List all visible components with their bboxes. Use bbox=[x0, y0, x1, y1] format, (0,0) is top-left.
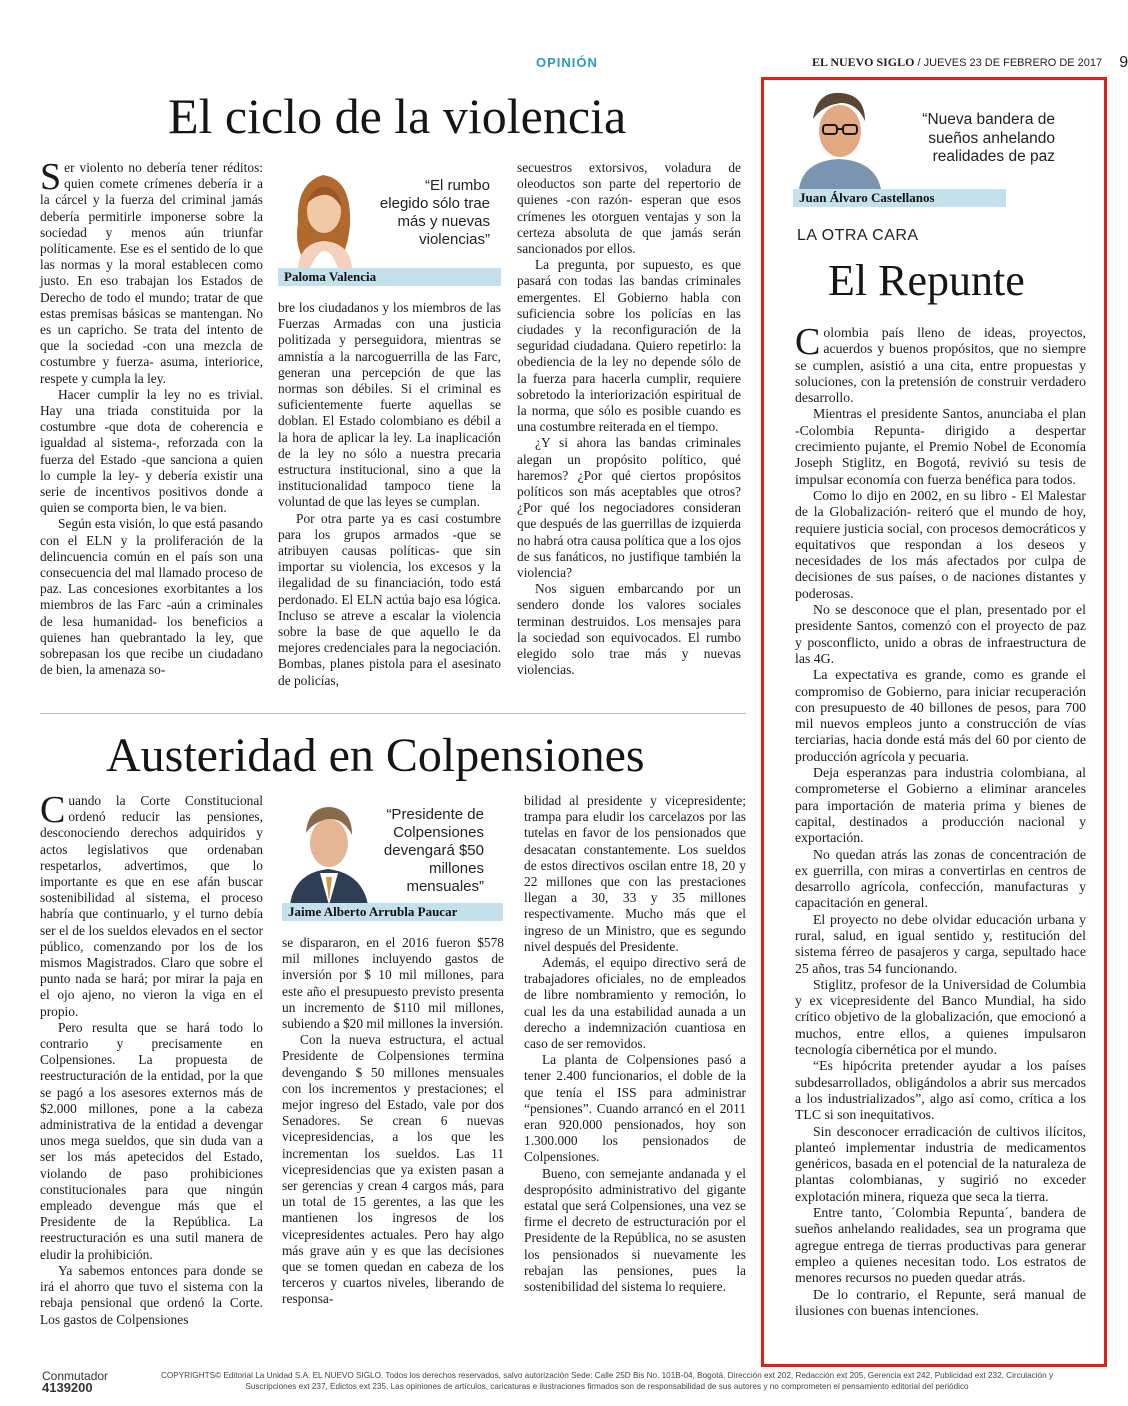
article-3-paragraph: Sin desconocer erradicación de cultivos ilícitos, planteó implementar industria de medicamentos genéricos, basada en el potencial de la naturaleza de plantas colombianas, y sugirió no exceder explotación minera, riqueza que seca la tierra. bbox=[795, 1123, 1086, 1204]
article-1-paragraph: secuestros extorsivos, voladura de oleoductos son parte del repertorio de quienes -con razón- esperan que esos crímenes les otorguen ventajas y son la certeza absoluta de que jamás serán sancionados por ellos. bbox=[517, 160, 741, 257]
article-2-column-2 bbox=[282, 935, 504, 1308]
article-1-column-2 bbox=[278, 300, 501, 689]
author-photo-jaime-arrubla bbox=[282, 797, 372, 905]
dropcap: C bbox=[795, 321, 821, 363]
article-3-paragraph: De lo contrario, el Repunte, será manual de ilusiones con buenas intenciones. bbox=[795, 1286, 1086, 1318]
article-3-paragraph: “Es hipócrita pretender ayudar a los países subdesarrollados, obligándolos a abrir sus mercados a los industrializados”, algo así como, crítica a los TLC si son inequitativos. bbox=[795, 1058, 1086, 1123]
masthead-info bbox=[812, 54, 1128, 72]
article-1-paragraph: bre los ciudadanos y los miembros de las Fuerzas Armadas con una justicia politizada y perseguidora, mientras se amnistía a la narcoguerrilla de las Farc, generan una percepción de que las normas son débiles. Si el criminal es suficientemente fuerte aquellas se doblan. El Estado colombiano es débil a la hora de aplicar la ley. La inaplicación de la ley no sólo a nuestra precaria estructura institucional, sino a que la institucionalidad tampoco tiene la voluntad de que las leyes se cumplan. bbox=[278, 300, 501, 510]
dropcap: S bbox=[40, 156, 62, 198]
article-3-headline: El Repunte bbox=[828, 256, 1025, 305]
article-2-column-1 bbox=[40, 789, 263, 1328]
author-photo-juan-castellanos bbox=[793, 85, 883, 189]
article-3-paragraph: Como lo dijo en 2002, en su libro - El Malestar de la Globalización- reiteró que el mundo de hoy, requiere justicia social, con procesos democráticos y equitativos que respondan a los deseos y necesidades de los más afectados por culpa de decisiones de sus países, o de naciones distantes y poderosas. bbox=[795, 487, 1086, 601]
article-2-paragraph: Cuando la Corte Constitucional ordenó reducir las pensiones, desconociendo derechos adquiridos y actos legislativos que ordenaban respetarlos, advertimos, que lo importante es que en ese afán buscar sostenibilidad al sistema, el proceso habría que continuarlo, y el turno debía ser el de los sueldos elevados en el sector público, comenzando por los de los mismos Magistrados. Claro que sobre el punto nada se hará; por mirar la paja en el ojo ajeno, no vieron la viga en el propio. bbox=[40, 789, 263, 1019]
article-3-byline: Juan Álvaro Castellanos bbox=[793, 189, 1006, 207]
article-3-body bbox=[795, 321, 1086, 1319]
author-photo-paloma-valencia bbox=[278, 163, 368, 268]
article-2-byline: Jaime Alberto Arrubla Paucar bbox=[282, 903, 503, 921]
article-2-paragraph: La planta de Colpensiones pasó a tener 2.400 funcionarios, el doble de la que tenía el ISS para administrar “pensiones”. Cuando arrancó en el 2011 eran 920.000 pensionados, hoy son 1.300.000 los pensionados de Colpensiones. bbox=[524, 1052, 746, 1165]
copyright-notice: COPYRIGHTS© Editorial La Unidad S.A. EL NUEVO SIGLO. Todos los derechos reservados, salvo autorización Sede: Calle 25D Bis No. 101B-04, Bogotá. Dirección ext 202, Redacción ext 205, Gerencia ext 242, Publicidad ext 232, Circulación y Suscripciones ext 237, Edictos ext 235. Las opiniones de artículos, caricaturas e ilustraciones firmados son de responsabilidad de sus autores y no comprometen el pensamiento editorial del periódico bbox=[160, 1371, 1054, 1391]
article-3-paragraph: Colombia país lleno de ideas, proyectos, acuerdos y buenos propósitos, que no siempre se cumplen, asistió a una cita, entre propuestas y soluciones, con la pretensión de construir verdadero desarrollo. bbox=[795, 321, 1086, 406]
article-2-paragraph: se dispararon, en el 2016 fueron $578 mil millones incluyendo gastos de inversión por $ 10 mil millones, para este año el presupuesto previsto presenta un incremento de $110 mil millones, subiendo a $20 mil millones la inversión. bbox=[282, 935, 504, 1032]
article-2-paragraph: Ya sabemos entonces para donde se irá el ahorro que tuvo el sistema con la rebaja pensional que ordenó la Corte. Los gastos de Colpensiones bbox=[40, 1262, 263, 1327]
article-1-paragraph: La pregunta, por supuesto, es que pasará con todas las bandas criminales emergentes. El Gobierno habla con suficiencia sobre los policías en las ciudades y la reconfiguración de la seguridad ciudadana. Quiero repetirlo: la obediencia de la ley no depende sólo de la fuerza para hacerla cumplir, requiere sobretodo la interiorización espiritual de la norma, que sólo es posible cuando es una costumbre reiterada en el tiempo. bbox=[517, 257, 741, 435]
article-2-paragraph: Con la nueva estructura, el actual Presidente de Colpensiones termina devengando $ 50 millones mensuales con los incrementos y prestaciones; el mejor ingreso del Estado, vale por dos Senadores. Se crean 6 nuevas vicepresidencias, a los que les incrementan los sueldos. Las 11 vicepresidencias que ya existen pasan a ser gerencias y crean 4 cargos más, para un total de 15 gerentes, a las que les mantienen los ingresos de los vicepresidentes actuales. Pero hay algo más grave aún y es que las decisiones que se tomen quedan en cabeza de los terceros y cuartos niveles, liberando de responsa- bbox=[282, 1032, 504, 1307]
portrait-illustration bbox=[793, 85, 883, 189]
article-1-paragraph: Hacer cumplir la ley no es trivial. Hay una triada constituida por la costumbre -que dota de coherencia e igualdad al sistema-, reforzada con la fuerza del Estado -que sanciona a quien lo cumple la ley- y debería existir una serie de incentivos positivos donde a quien se comporta bien, le va bien. bbox=[40, 386, 263, 516]
article-1-byline: Paloma Valencia bbox=[278, 268, 501, 286]
article-2-paragraph: Pero resulta que se hará todo lo contrario y precisamente en Colpensiones. La propuesta de reestructuración de la entidad, por la que se pagó a los asesores externos más de $2.000 millones, pone a la cabeza administrativa de la entidad a devengar unos mega sueldos, que sin duda van a ser los más apetecidos del Estado, violando de paso prohibiciones constitucionales para que ningún empleado devengue más que el Presidente de la República. La reestructuración es una sutil manera de eludir la prohibición. bbox=[40, 1019, 263, 1262]
page-number: 9 bbox=[1119, 54, 1128, 71]
article-1-headline: El ciclo de la violencia bbox=[168, 88, 627, 144]
article-3-paragraph: No quedan atrás las zonas de concentración de ex guerrilla, con miras a convertirlas en centros de desarrollo agrícola, confección, manufacturas y capacitación en general. bbox=[795, 846, 1086, 911]
article-1-paragraph: Por otra parte ya es casi costumbre para los grupos armados -que se atribuyen causas políticas- que sin importar su violencia, los excesos y la ilegalidad de su financiación, todo está perdonado. El ELN actúa bajo esa lógica. Incluso se atreve a escalar la violencia sobre la base de que aquello le da mejores credenciales para la negociación. Bombas, planes pistola para el asesinato de policías, bbox=[278, 510, 501, 688]
section-divider bbox=[40, 713, 746, 714]
article-1-column-1 bbox=[40, 156, 263, 679]
article-2-headline: Austeridad en Colpensiones bbox=[106, 729, 645, 782]
article-2-paragraph: Bueno, con semejante andanada y el despropósito administrativo del gigante estatal que será Colpensiones, una vez se firme el decreto de estructuración por el Presidente de la República, no se asusten los pensionados si nuevamente les rebajan las pensiones, pues la sostenibilidad del sistema lo requiere. bbox=[524, 1165, 746, 1295]
article-3-paragraph: Mientras el presidente Santos, anunciaba el plan -Colombia Repunta- dirigido a despertar crecimiento pujante, el Premio Nobel de Economía Joseph Stiglitz, en Bogotá, revivió su tesis de impulsar economía con fuerza benéfica para todos. bbox=[795, 406, 1086, 487]
article-1-paragraph: Ser violento no debería tener réditos: quien comete crímenes debería ir a la cárcel y la fuerza del criminal jamás debería permitirle imponerse sobre la sociedad y menos aún triunfar políticamente. Ese es el sentido de lo que las normas y la moral establecen como justo. En eso trabajan los Estados de Derecho de todo el mundo; tratar de que estas premisas básicas se mantengan. No es un capricho. Se trata del intento de que la sociedad -con una mezcla de costumbre y fuerza- asuma, interiorice, respete y cumpla la ley. bbox=[40, 156, 263, 386]
article-1-pull-quote: “El rumbo elegido sólo trae más y nuevas violencias” bbox=[379, 177, 490, 248]
issue-date: / JUEVES 23 DE FEBRERO DE 2017 bbox=[917, 57, 1103, 69]
article-2-paragraph: bilidad al presidente y vicepresidente; trampa para eludir los carcelazos por las tutelas en favor de los pensionados que desacatan constantemente. Los sueldos de estos directivos oscilan entre 18, 20 y 22 millones que con las prestaciones llegan a 30, 33 y 35 millones respectivamente. Mucho más que el ingreso de un Ministro, que es segundo nivel después del Presidente. bbox=[524, 793, 746, 954]
article-3-paragraph: No se desconoce que el plan, presentado por el presidente Santos, comenzó con el proyecto de paz y posconflicto, unido a obras de infraestructura de las 4G. bbox=[795, 602, 1086, 666]
switchboard-info bbox=[42, 1370, 108, 1394]
portrait-illustration bbox=[282, 797, 372, 905]
dropcap: C bbox=[40, 789, 66, 831]
switchboard-number: 4139200 bbox=[42, 1380, 93, 1395]
article-3-paragraph: La expectativa es grande, como es grande el compromiso de Gobierno, para iniciar recuperación con presupuesto de 40 billones de pesos, para 700 mil nuevos empleos junto a construcción de vías terciarias, hacia donde está más del 60 por ciento de producción agrícola y pecuaria. bbox=[795, 667, 1086, 764]
section-label: OPINIÓN bbox=[536, 55, 598, 70]
article-1-paragraph: Según esta visión, lo que está pasando con el ELN y la proliferación de la delincuencia común en el país son una consecuencia del mal llamado proceso de paz. Las concesiones exorbitantes a los miembros de las Farc -aún a criminales de lesa humanidad- los beneficios a quienes han quebrantado la ley, que sobrepasan los que recibe un ciudadano de bien, la amenaza so- bbox=[40, 516, 263, 678]
article-3-paragraph: El proyecto no debe olvidar educación urbana y rural, salud, en igual sentido y, restitución del sistema férreo de pasajeros y carga, sepultado hace 25 años, tras 54 funcionando. bbox=[795, 911, 1086, 976]
article-1-column-3 bbox=[517, 160, 741, 679]
article-3-paragraph: Deja esperanzas para industria colombiana, al comprometerse el Gobierno a eliminar aranceles para importación de materia prima y bienes de capital, destinados a producción nacional y exportación. bbox=[795, 765, 1086, 846]
article-3-paragraph: Stiglitz, profesor de la Universidad de Columbia y ex vicepresidente del Banco Mundial, ha sido crítico objetivo de la globalización, que emocionó a muchos, entre ellos, a quienes impulsaron tecnología cibernética por el mundo. bbox=[795, 976, 1086, 1058]
portrait-illustration bbox=[278, 163, 368, 268]
article-2-column-3 bbox=[524, 793, 746, 1295]
article-1-paragraph: ¿Y si ahora las bandas criminales alegan un propósito político, qué haremos? ¿Por qué ciertos propósitos políticos son más aceptables que otros? ¿Por qué los negociadores consideran que después de las guerrillas de izquierda no habrá otra causa política que a los ojos de sus fanáticos, no justifique también la violencia? bbox=[517, 435, 741, 581]
article-3-pull-quote: “Nueva bandera de sueños anhelando realidades de paz bbox=[922, 111, 1055, 165]
article-3-paragraph: Entre tanto, ´Colombia Repunta´, bandera de sueños anhelando realidades, sea un programa que agregue entrega de tierras productivas para generar empleo a quienes necesitan todo. Los estratos de menores recursos no pueden quedar atrás. bbox=[795, 1205, 1086, 1286]
column-title: LA OTRA CARA bbox=[797, 227, 919, 244]
switchboard-label: Conmutador bbox=[42, 1369, 109, 1383]
article-2-pull-quote: “Presidente de Colpensiones devengará $50 millones mensuales” bbox=[383, 806, 484, 895]
article-1-paragraph: Nos siguen embarcando por un sendero donde los valores sociales terminan destruidos. Los mensajes para la sociedad son equivocados. El rumbo elegido solo trae más y nuevas violencias. bbox=[517, 581, 741, 678]
newspaper-name: EL NUEVO SIGLO bbox=[812, 55, 915, 69]
article-2-paragraph: Además, el equipo directivo será de trabajadores oficiales, no de empleados de libre nombramiento y remoción, lo cual les da una estabilidad aunada a un derecho a indemnización cuantiosa en caso de ser removidos. bbox=[524, 955, 746, 1052]
